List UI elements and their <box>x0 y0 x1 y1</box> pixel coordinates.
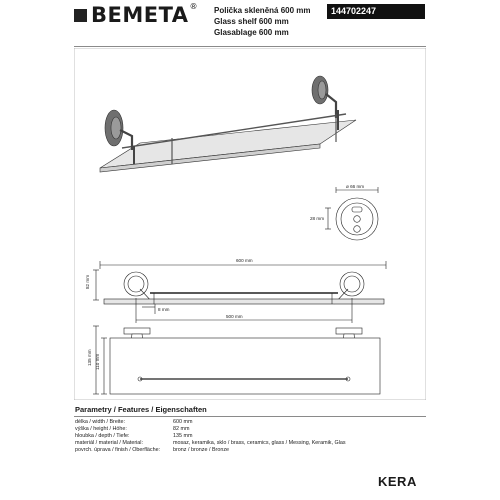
front-glass <box>104 299 384 304</box>
brand-logo <box>74 3 198 27</box>
registered-mark: ® <box>189 2 198 11</box>
height-label: 82 mm <box>85 274 90 289</box>
param-value: 82 mm <box>173 426 190 433</box>
param-row <box>75 447 346 454</box>
param-row <box>75 426 346 433</box>
header-divider <box>74 46 426 47</box>
brand-name: BEMETA <box>91 3 189 27</box>
param-row <box>75 433 346 440</box>
offset-label: 8 mm <box>158 307 170 312</box>
param-value: 135 mm <box>173 433 193 440</box>
series-name: KERA <box>378 474 417 489</box>
param-row <box>75 440 346 447</box>
param-value: 600 mm <box>173 419 193 425</box>
hole-spacing-label: 500 mm <box>226 314 243 319</box>
param-label: délka / width / Breite: <box>75 419 126 425</box>
parameters-divider <box>74 416 426 417</box>
logo-square-icon <box>74 9 87 22</box>
title-cz: Polička skleněná 600 mm <box>214 6 311 15</box>
product-code: 144702247 <box>327 4 425 19</box>
param-row <box>75 419 346 426</box>
top-left-wall-plate <box>124 328 150 334</box>
depth-holes-label: 28 mm <box>310 216 325 221</box>
title-en: Glass shelf 600 mm <box>214 17 289 26</box>
product-titles <box>214 5 311 38</box>
param-value: bronz / bronze / Bronze <box>173 447 230 454</box>
top-glass <box>110 338 380 394</box>
parameters-heading: Parametry / Features / Eigenschaften <box>75 405 207 414</box>
depth-glass-label: 110 mm <box>95 353 100 370</box>
param-label: materiál / material / Material: <box>75 440 144 447</box>
top-right-wall-plate <box>336 328 362 334</box>
param-label: povrch. úprava / finish / Oberfläche: <box>75 447 161 454</box>
technical-drawing <box>74 48 426 400</box>
param-label: hloubka / depth / Tiefe: <box>75 433 130 440</box>
diameter-label: ø 66 mm <box>346 184 365 189</box>
title-de: Glasablage 600 mm <box>214 28 289 37</box>
param-value: mosaz, keramika, sklo / brass, ceramics, glass / Messing, Keramik, Glas <box>173 440 346 447</box>
mount-hole-top <box>352 207 362 212</box>
width-label: 600 mm <box>236 258 253 263</box>
param-label: výška / height / Höhe: <box>75 426 127 433</box>
parameters-table <box>75 419 346 454</box>
depth-total-label: 135 mm <box>87 349 92 366</box>
